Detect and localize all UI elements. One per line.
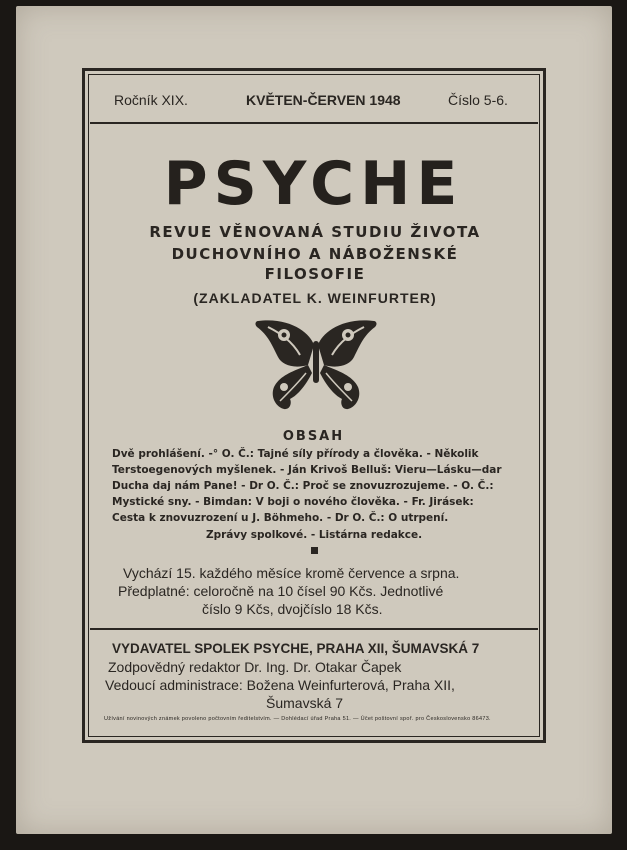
subtitle-line-3: FILOSOFIE	[264, 265, 366, 283]
publication-line-2: Předplatné: celoročně na 10 čísel 90 Kčs. Jednotlivé	[118, 583, 444, 599]
section-separator	[311, 547, 318, 554]
subtitle-line-2: DUCHOVNÍHO A NÁBOŽENSKÉ	[171, 245, 459, 263]
contents-line-1: Dvě prohlášení. -° O. Č.: Tajné síly přírody a člověka. - Několik	[112, 448, 479, 460]
contents-line-5: Cesta k znovuzrození u J. Böhmeho. - Dr O. Č.: O utrpení.	[112, 512, 449, 524]
administration-line: Vedoucí administrace: Božena Weinfurterová, Praha XII,	[105, 677, 455, 693]
postal-fineprint: Užívání novinových známek povoleno počtovním ředitelstvím. — Dohlédací úřad Praha 51. — Účet poštovní spoř. pro Československo 86473.	[104, 716, 491, 722]
magazine-title: PSYCHE	[163, 149, 464, 219]
editor-line: Zodpovědný redaktor Dr. Ing. Dr. Otakar Čapek	[108, 659, 402, 675]
header-divider	[90, 122, 538, 124]
subtitle-line-1: REVUE VĚNOVANÁ STUDIU ŽIVOTA	[149, 223, 481, 241]
publication-line-1: Vychází 15. každého měsíce kromě července a srpna.	[123, 565, 460, 581]
contents-line-4: Mystické sny. - Bimdan: V boji o nového člověka. - Fr. Jirásek:	[112, 496, 474, 508]
issue-number: Číslo 5-6.	[448, 92, 508, 108]
contents-line-2: Terstoegenových myšlenek. - Ján Krivoš Belluš: Vieru—Lásku—dar	[112, 464, 502, 476]
contents-line-6: Zprávy spolkové. - Listárna redakce.	[206, 529, 423, 541]
volume-label: Ročník XIX.	[114, 92, 188, 108]
butterfly-icon	[250, 315, 382, 415]
issue-date: KVĚTEN-ČERVEN 1948	[246, 92, 401, 108]
publication-line-3: číslo 9 Kčs, dvojčíslo 18 Kčs.	[202, 601, 383, 617]
address-line: Šumavská 7	[266, 695, 344, 711]
imprint-divider	[90, 628, 538, 630]
founder-line: (ZAKLADATEL K. WEINFURTER)	[193, 290, 437, 306]
contents-line-3: Ducha daj nám Pane! - Dr O. Č.: Proč se znovuzrozujeme. - O. Č.:	[112, 480, 494, 492]
contents-heading: OBSAH	[282, 429, 345, 444]
publisher-line: VYDAVATEL SPOLEK PSYCHE, PRAHA XII, ŠUMAVSKÁ 7	[112, 641, 480, 656]
